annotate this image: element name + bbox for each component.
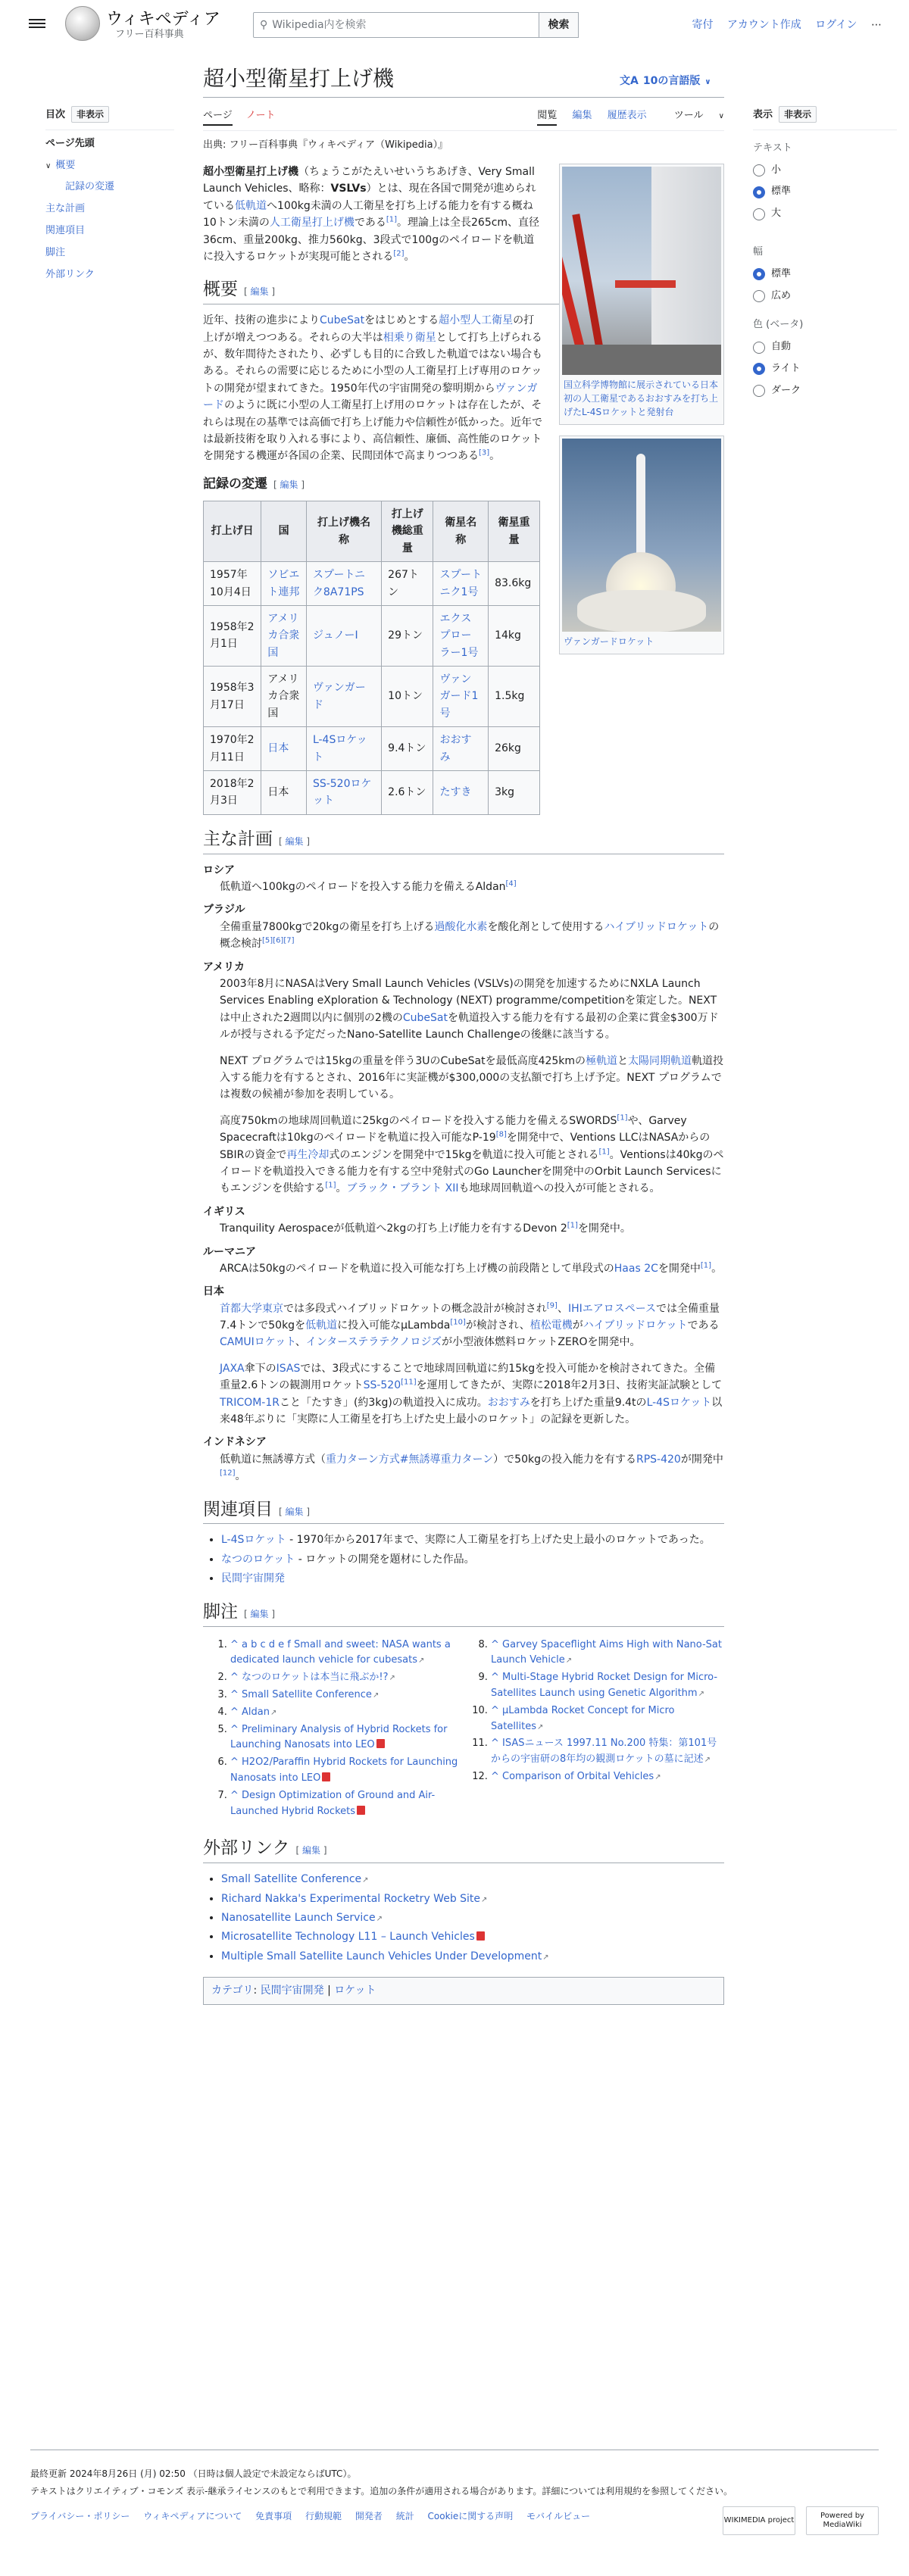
reference-link[interactable]: なつのロケットは本当に飛ぶか!? — [242, 1672, 389, 1684]
appearance-title: 表示 — [753, 109, 773, 120]
l4s-rocket-image[interactable] — [562, 167, 721, 375]
toc-item-top[interactable]: ページ先頭 — [45, 137, 95, 149]
references-col-1 — [203, 1638, 464, 1822]
link-tmu[interactable]: 首都大学東京 — [220, 1302, 283, 1315]
pdf-icon — [376, 1739, 385, 1748]
ref-10[interactable]: [10] — [450, 1318, 466, 1327]
external-link-icon: ↗ — [389, 1674, 395, 1683]
radio-text-large[interactable]: 大 — [753, 206, 897, 222]
footer-link[interactable]: 行動規範 — [305, 2511, 342, 2522]
chevron-down-icon: ∨ — [718, 112, 724, 120]
table-link[interactable]: エクスプローラー1号 — [433, 605, 489, 666]
link-interstellar[interactable]: インターステラテクノロジズ — [305, 1336, 442, 1349]
list-item — [221, 1570, 724, 1587]
ref-9[interactable]: [9] — [546, 1301, 558, 1310]
link-polar-orbit[interactable]: 極軌道 — [586, 1054, 618, 1067]
backlink[interactable]: ^ — [230, 1756, 242, 1769]
backlink[interactable]: ^ — [230, 1688, 242, 1700]
chevron-down-icon: ∨ — [704, 78, 711, 86]
article-content — [203, 164, 724, 2005]
toc-item-notes[interactable]: 脚注 — [45, 246, 66, 258]
toc-item-external[interactable]: 外部リンク — [45, 268, 95, 280]
appearance-hide-button[interactable]: 非表示 — [779, 106, 817, 123]
chevron-down-icon[interactable]: ∨ — [45, 161, 52, 170]
table-link[interactable]: たすき — [433, 771, 489, 815]
external-link-icon: ↗ — [537, 1722, 544, 1731]
language-label: 10の言語版 — [642, 75, 701, 87]
external-link-icon: ↗ — [270, 1708, 277, 1717]
toc-item-related[interactable]: 関連項目 — [45, 224, 86, 236]
country-usa: アメリカ — [203, 960, 245, 973]
ref-1[interactable]: [1] — [617, 1113, 628, 1123]
plans-list: ロシア 低軌道へ100kgのペイロードを投入する能力を備えるAldan[4] ブラジル 全備重量7800kgで20kgの衛星を打ち上げる過酸化水素を酸化剤として使用するハイブリッドロケットの概念検討[5][6][7] アメリカ 2003年8月にNASAはVery Small Launch Vehicles (VSLVs)の開発を加速するためにNXLA Launch Services Enabling eXploration & Technology (NEXT) programme/competitionを策定した。NEXTは中止された2週間以内に個別の2機のCubeSatを軌道投入する能力を有する最初の企業に賞金$300万ドルが授与される予定だったNano-Satellite Launch Challengeの後継に該当する。 NEXT プログラムでは15kgの重量を伴う3UのCubeSatを最低高度425kmの極軌道と太陽同期軌道軌道投入する能力を有するとされ、2016年に実証機が$300,000の支払額で打ち上げ予定。NEXT プログラムでは複数の候補が参加を表明している。 高度750kmの地球周回軌道に25kgのペイロードを投入する能力を備えるSWORDS[1]や、Garvey Spacecraftは10kgのペイロードを軌道に投入可能なP-19[8]を開発中で、Ventions LLCはNASAからのSBIRの資金で再生冷却式のエンジンを開発中で15kgを軌道に投入可能とされる[1]。Ventionsは40kgのペイロードを軌道投入できる能力を有する空中発射式のGo Launcherを開発中のOrbit Launch Servicesにもエンジンを供給する[1]。ブラック・ブラント XIIも地球周回軌道への投入が可能とされる。 イギリス Tranquility Aerospaceが低軌道へ2kgの打ち上げ能力を有するDevon 2[1]を開発中。 ルーマニア ARCAは50kgのペイロードを軌道に投入可能な打ち上げ機の前段階として単段式のHaas 2Cを開発中[1]。 日本 首都大学東京では多段式ハイブリッドロケットの概念設計が検討され[9]、IHIエアロスペースでは全備重量7.4トンで50kgを低軌道に投入可能なμLambda[10]が検討され、植松電機がハイブリッドロケットであるCAMUIロケット、インターステラテクノロジズが小型液体燃料ロケットZEROを開発中。 JAXA傘下のISASでは、3段式にすることで地球周回軌道に約15kgを投入可能かを検討されてきた。全備重量2.6トンの観測用ロケットSS-520[11]を運用してきたが、実際に2018年2月3日、技術実証試験としてTRICOM-1Rこと「たすき」(約3kg)の軌道投入に成功。おおすみを打ち上げた重量9.4tのL-4Sロケット以来48年ぶりに「実際に人工衛星を打ち上げた史上最小のロケット」の記録を更新した。 インドネシア 低軌道に無誘導方式（重力ターン方式#無誘導重力ターン）で50kgの投入能力を有するRPS-420が開発中[12]。 — [203, 862, 724, 1485]
table-link[interactable]: ジュノーI — [306, 605, 381, 666]
reference-item — [230, 1638, 464, 1669]
backlink[interactable]: ^ — [491, 1738, 503, 1750]
reference-link[interactable]: Aldan — [242, 1706, 270, 1718]
external-link-icon: ↗ — [565, 1656, 573, 1666]
reference-item — [230, 1688, 464, 1703]
th-satellite: 衛星名称 — [433, 501, 489, 561]
country-romania: ルーマニア — [203, 1245, 256, 1258]
ref-1[interactable]: [1] — [386, 215, 397, 224]
list-item — [221, 1928, 724, 1945]
reference-item — [230, 1722, 464, 1754]
category-item[interactable]: 民間宇宙開発 — [260, 1984, 324, 1997]
backlink[interactable]: ^ — [230, 1672, 242, 1684]
external-link[interactable]: Microsatellite Technology L11 – Launch Vehicles — [221, 1931, 475, 1944]
footer-link[interactable]: ウィキペディアについて — [143, 2511, 242, 2522]
link-tricom[interactable]: TRICOM-1R — [220, 1396, 280, 1409]
heading-external: 外部リンク [ 編集 ] — [203, 1838, 724, 1863]
link-black-brant[interactable]: ブラック・ブラント XII — [346, 1182, 459, 1195]
external-link[interactable]: Richard Nakka's Experimental Rocketry Web Site — [221, 1892, 481, 1905]
edit-link[interactable]: 編集 — [250, 1608, 269, 1619]
external-link-icon: ↗ — [698, 1689, 704, 1698]
toc-header — [45, 106, 174, 130]
external-link-icon: ↗ — [654, 1772, 661, 1781]
radio-color-dark[interactable]: ダーク — [753, 383, 897, 399]
login-link[interactable]: ログイン — [815, 19, 857, 31]
references — [203, 1635, 724, 1825]
link-hybrid-rocket[interactable]: ハイブリッドロケット — [583, 1319, 688, 1332]
external-link-icon: ↗ — [417, 1656, 425, 1666]
ref-1[interactable]: [1] — [700, 1261, 712, 1270]
backlink[interactable]: ^ — [230, 1706, 242, 1718]
link-smallsat[interactable]: 超小型人工衛星 — [439, 314, 514, 327]
overview-paragraph: 近年、技術の進歩によりCubeSatをはじめとする超小型人工衛星の打上げが増えつつある。それらの大半は相乗り衛星として打ち上げられるが、数年間待たされたり、必ずしも目的に合致した軌道ではない場合もある。それらの需要に応じるために小型の人工衛星打上げ専用のロケットの開発が望まれてきた。1950年代の宇宙開発の黎明期からヴァンガードのように既に小型の人工衛星打上げ用のロケットは存在したが、それらは現在の基準では高価で打ち上げ能力や信頼性が低かった。近年では最新技術を取り入れる事により、高信頼性、廉価、高性能のロケットを開発する機運が各国の企業、民間団体で高まりつつある[3]。 — [203, 314, 542, 463]
th-vehicle: 打上げ機名称 — [306, 501, 381, 561]
tab-read[interactable]: 閲覧 — [537, 110, 557, 126]
country-russia: ロシア — [203, 863, 235, 876]
reference-item — [491, 1703, 724, 1735]
link-rideshare[interactable]: 相乗り衛星 — [383, 331, 436, 344]
reference-link[interactable]: H2O2/Paraffin Hybrid Rockets for Launching Nanosats into LEO — [230, 1756, 458, 1784]
table-link[interactable]: アメリカ合衆国 — [261, 605, 307, 666]
heading-overview: 概要 [ 編集 ] — [203, 279, 724, 304]
search-icon: ⚲ — [260, 18, 268, 31]
reference-item — [230, 1755, 464, 1787]
ref-1[interactable]: [1] — [567, 1221, 578, 1230]
radio-text-small[interactable]: 小 — [753, 163, 897, 179]
tab-tools-label: ツール — [673, 110, 704, 121]
country-japan: 日本 — [203, 1285, 224, 1298]
reference-link[interactable]: Small and sweet: NASA wants a dedicated launch vehicle for cubesats — [230, 1638, 451, 1666]
reference-item — [230, 1670, 464, 1686]
link-launch-vehicle[interactable]: 人工衛星打上げ機 — [269, 217, 355, 229]
external-link-icon: ↗ — [372, 1691, 380, 1700]
country-uk: イギリス — [203, 1205, 245, 1218]
related-link[interactable]: L-4Sロケット — [221, 1534, 286, 1547]
heading-related: 関連項目 [ 編集 ] — [203, 1499, 724, 1525]
radio-text-standard[interactable]: 標準 — [753, 184, 897, 200]
edit-link[interactable]: 編集 — [285, 835, 304, 847]
link-haas[interactable]: Haas 2C — [614, 1262, 658, 1275]
width-label: 幅 — [753, 245, 764, 258]
edit-link[interactable]: 編集 — [280, 479, 298, 490]
ref-8[interactable]: [8] — [495, 1130, 507, 1139]
text-size-label: テキスト — [753, 142, 792, 154]
reference-item — [230, 1788, 464, 1820]
tab-history[interactable]: 履歴表示 — [607, 110, 647, 121]
edit-link[interactable]: 編集 — [285, 1506, 304, 1517]
wikipedia-globe-logo[interactable] — [65, 6, 100, 41]
heading-notes: 脚注 [ 編集 ] — [203, 1601, 724, 1627]
category-item[interactable]: ロケット — [334, 1984, 376, 1997]
external-link[interactable]: Small Satellite Conference — [221, 1873, 362, 1886]
ref-12[interactable]: [12] — [220, 1469, 236, 1478]
link-cubesat[interactable]: CubeSat — [402, 1011, 448, 1024]
search-input[interactable] — [253, 12, 539, 38]
table-row: 1957年10月4日 ソビエト連邦 スプートニク8A71PS 267トン スプートニク1号 83.6kg — [204, 562, 540, 606]
ref-11[interactable]: [11] — [401, 1378, 417, 1387]
related-link[interactable]: なつのロケット — [221, 1553, 295, 1566]
reference-link[interactable]: μLambda Rocket Concept for Micro Satellites — [491, 1704, 675, 1732]
link-jaxa[interactable]: JAXA — [220, 1362, 245, 1375]
related-list — [203, 1532, 724, 1587]
radio-width-standard[interactable]: 標準 — [753, 267, 897, 283]
edit-link[interactable]: 編集 — [302, 1845, 321, 1856]
external-link-icon: ↗ — [704, 1756, 711, 1765]
page-title: 超小型衛星打上げ機 — [203, 66, 395, 91]
toc-item-overview[interactable] — [45, 158, 174, 174]
link-gravity-turn[interactable]: 重力ターン方式#無誘導重力ターン — [326, 1453, 494, 1466]
main-menu-button[interactable] — [29, 17, 45, 30]
table-link[interactable]: ヴァンガード1号 — [433, 667, 489, 727]
country-brazil: ブラジル — [203, 904, 245, 916]
footer-link[interactable]: モバイルビュー — [526, 2511, 591, 2522]
external-link-icon: ↗ — [362, 1876, 369, 1885]
th-country: 国 — [261, 501, 307, 561]
page-source-line: 出典: フリー百科事典『ウィキペディア（Wikipedia）』 — [203, 139, 448, 151]
reference-item — [491, 1670, 724, 1702]
backlink[interactable]: ^ — [491, 1704, 503, 1716]
th-vehicle-mass: 打上げ機総重量 — [382, 501, 433, 561]
appearance-panel — [753, 106, 897, 405]
toc-item-records[interactable]: 記録の変遷 — [65, 181, 115, 193]
tab-page[interactable]: ページ — [203, 110, 233, 126]
backlink[interactable]: ^ — [491, 1638, 503, 1650]
search-button[interactable]: 検索 — [539, 12, 579, 38]
link-ohsumi[interactable]: おおすみ — [487, 1396, 530, 1409]
references-col-2 — [464, 1638, 724, 1822]
footer-link[interactable]: プライバシー・ポリシー — [30, 2511, 130, 2522]
external-link[interactable]: Nanosatellite Launch Service — [221, 1911, 376, 1924]
pdf-icon — [476, 1931, 485, 1941]
reference-link[interactable]: Garvey Spaceflight Aims High with Nano-Sat Launch Vehicle — [491, 1638, 722, 1666]
external-links-list — [203, 1871, 724, 1965]
backlink[interactable]: ^ — [230, 1723, 242, 1735]
table-row: 1970年2月11日 日本 L-4Sロケット 9.4トン おおすみ 26kg — [204, 727, 540, 771]
toc-item-label: 概要 — [55, 159, 76, 171]
external-link-icon: ↗ — [481, 1895, 488, 1904]
link-uematsu[interactable]: 植松電機 — [529, 1319, 573, 1332]
link-l4s[interactable]: L-4Sロケット — [646, 1396, 712, 1409]
footer-link[interactable]: 免責事項 — [255, 2511, 292, 2522]
last-edit: 最終更新 2024年8月26日 (月) 02:50 （日時は個人設定で未設定ならばUTC）。 — [30, 2468, 357, 2479]
more-options-icon[interactable]: ⋯ — [871, 19, 882, 31]
pdf-icon — [357, 1806, 365, 1815]
reference-item — [491, 1638, 724, 1669]
backlink[interactable]: ^ — [491, 1770, 503, 1782]
th-date: 打上げ日 — [204, 501, 261, 561]
reference-item — [491, 1736, 724, 1768]
backlink[interactable]: ^ — [230, 1789, 242, 1801]
th-satellite-mass: 衛星重量 — [489, 501, 540, 561]
table-row: 2018年2月3日 日本 SS-520ロケット 2.6トン たすき 3kg — [204, 771, 540, 815]
list-item — [221, 1909, 724, 1926]
link-hybrid-rocket[interactable]: ハイブリッドロケット — [604, 920, 709, 933]
table-link[interactable]: 日本 — [261, 727, 307, 771]
wikimedia-badge[interactable]: WIKIMEDIA project — [723, 2506, 795, 2535]
footer-link[interactable]: 開発者 — [355, 2511, 383, 2522]
license-text: テキストはクリエイティブ・コモンズ 表示-継承ライセンスのもとで利用できます。追加の条件が適用される場合があります。詳細については利用規約を参照してください。 — [30, 2486, 733, 2497]
donate-link[interactable]: 寄付 — [692, 19, 714, 31]
link-isas[interactable]: ISAS — [276, 1362, 301, 1375]
radio-width-wide[interactable]: 広め — [753, 289, 897, 304]
reference-link[interactable]: Small Satellite Conference — [242, 1688, 372, 1700]
vanguard-rocket-image[interactable] — [562, 439, 721, 632]
toc-title: 目次 — [45, 109, 66, 120]
tab-note[interactable]: ノート — [245, 110, 276, 121]
thumbnail-column — [559, 164, 724, 665]
color-label: 色 (ベータ) — [753, 319, 804, 331]
link-cubesat[interactable]: CubeSat — [320, 314, 365, 327]
table-link[interactable]: ヴァンガード — [306, 667, 381, 727]
ref-1[interactable]: [1] — [325, 1181, 336, 1190]
table-of-contents — [45, 106, 174, 289]
table-link[interactable]: ソビエト連邦 — [261, 562, 307, 606]
list-item: • L-4Sロケット - 1970年から2017年まで、実際に人工衛星を打ち上げた史上最小のロケットであった。 — [221, 1532, 724, 1548]
ref-3[interactable]: [3] — [479, 448, 490, 457]
table-link[interactable]: SS-520ロケット — [306, 771, 381, 815]
table-link[interactable]: スプートニク1号 — [433, 562, 489, 606]
table-link[interactable]: スプートニク8A71PS — [306, 562, 381, 606]
link-camui[interactable]: CAMUIロケット — [220, 1336, 295, 1349]
intro-paragraph: 超小型衛星打上げ機（ちょうこがたえいせいうちあげき、Very Small Launch Vehicles、略称：VSLVs）とは、現在各国で開発が進められている低軌道へ100kg未満の人工衛星を打ち上げる能力を有する概ね10トン未満の人工衛星打上げ機である[1]。理論上は全長265cm、直径36cm、重量200kg、推力560kg、3段式で100gのペイロードを軌道に投入するロケットが実現可能とされる[2]。 — [203, 166, 540, 263]
language-button[interactable] — [620, 73, 711, 89]
reference-link[interactable]: Design Optimization of Ground and Air-Launched Hybrid Rockets — [230, 1789, 436, 1817]
related-link[interactable]: 民間宇宙開発 — [221, 1572, 285, 1585]
search-placeholder: Wikipedia内を検索 — [272, 18, 367, 31]
link-ss520[interactable]: SS-520 — [363, 1379, 401, 1392]
tab-edit[interactable]: 編集 — [572, 110, 592, 121]
reference-link[interactable]: Preliminary Analysis of Hybrid Rockets for Launching Nanosats into LEO — [230, 1723, 448, 1751]
table-row: 1958年3月17日 アメリカ合衆国 ヴァンガード 10トン ヴァンガード1号 1.5kg — [204, 667, 540, 727]
table-row: 1958年2月1日 アメリカ合衆国 ジュノーI 29トン エクスプローラー1号 14kg — [204, 605, 540, 666]
external-link-icon: ↗ — [542, 1953, 549, 1962]
footer-link[interactable]: 統計 — [395, 2511, 414, 2522]
link-sso[interactable]: 太陽同期軌道 — [628, 1054, 692, 1067]
search-form — [253, 12, 579, 38]
link-leo[interactable]: 低軌道 — [235, 199, 267, 212]
user-links — [681, 17, 882, 33]
ref-4[interactable]: [4] — [505, 879, 517, 888]
site-subtitle: フリー百科事典 — [115, 29, 184, 40]
external-link-icon: ↗ — [376, 1914, 383, 1923]
ref-1[interactable]: [1] — [598, 1147, 610, 1156]
thumb-caption[interactable]: ヴァンガードロケット — [564, 636, 654, 647]
footer-link[interactable]: Cookieに関する声明 — [427, 2511, 514, 2522]
list-item — [221, 1891, 724, 1907]
table-header-row — [204, 501, 540, 561]
table-link[interactable]: おおすみ — [433, 727, 489, 771]
site-header — [0, 0, 909, 53]
link-ihi[interactable]: IHIエアロスペース — [567, 1302, 657, 1315]
list-item — [221, 1948, 724, 1965]
backlink[interactable]: ^ — [491, 1672, 503, 1684]
radio-color-light[interactable]: ライト — [753, 361, 897, 377]
create-account-link[interactable]: アカウント作成 — [726, 19, 801, 31]
heading-records: 記録の変遷 [ 編集 ] — [203, 476, 305, 492]
heading-plans: 主な計画 [ 編集 ] — [203, 829, 724, 854]
link-vanguard[interactable]: ヴァンガード — [203, 382, 538, 412]
category-box: カテゴリ: 民間宇宙開発 | ロケット — [203, 1977, 724, 2004]
thumb-caption[interactable]: 国立科学博物館に展示されている日本初の人工衛星であるおおすみを打ち上げたL-4Sロケットと発射台 — [564, 379, 719, 417]
thumb-vanguard — [559, 436, 724, 654]
reference-link[interactable]: ISASニュース 1997.11 No.200 特集：第101号からの宇宙研の8年均の観測ロケットの墓に記述 — [491, 1738, 717, 1766]
page-tabs — [203, 108, 724, 130]
pdf-icon — [322, 1772, 330, 1781]
country-indonesia: インドネシア — [203, 1436, 267, 1449]
records-table — [203, 501, 540, 815]
external-link[interactable]: Multiple Small Satellite Launch Vehicles Under Development — [221, 1950, 542, 1962]
ref-5-7[interactable]: [5][6][7] — [262, 936, 295, 945]
link-h2o2[interactable]: 過酸化水素 — [434, 920, 488, 933]
reference-link[interactable]: Comparison of Orbital Vehicles — [502, 1770, 654, 1782]
category-label[interactable]: カテゴリ — [211, 1984, 254, 1997]
link-regen-cooling[interactable]: 再生冷却 — [286, 1148, 330, 1161]
list-item: • なつのロケット - ロケットの開発を題材にした作品。 — [221, 1551, 724, 1568]
reference-link[interactable]: Multi-Stage Hybrid Rocket Design for Micro-Satellites Launch using Genetic Algorithm — [491, 1672, 718, 1699]
mediawiki-badge[interactable]: Powered by MediaWiki — [806, 2506, 879, 2535]
backlink[interactable]: ^ a b c d e f — [230, 1638, 295, 1650]
list-item — [221, 1871, 724, 1888]
table-link[interactable]: L-4Sロケット — [306, 727, 381, 771]
page-footer — [30, 2450, 879, 2528]
link-rps420[interactable]: RPS-420 — [636, 1453, 681, 1466]
radio-color-auto[interactable]: 自動 — [753, 339, 897, 355]
link-leo[interactable]: 低軌道 — [305, 1319, 338, 1332]
site-title[interactable]: ウィキペディア — [106, 10, 220, 29]
translate-icon: 文A — [620, 75, 639, 87]
reference-item — [230, 1705, 464, 1721]
edit-link[interactable]: 編集 — [250, 286, 269, 298]
ref-2[interactable]: [2] — [393, 249, 405, 258]
reference-item — [491, 1769, 724, 1785]
toc-item-plans[interactable]: 主な計画 — [45, 203, 86, 215]
tab-tools[interactable] — [662, 110, 724, 121]
thumb-l4s — [559, 164, 724, 425]
toc-hide-button[interactable]: 非表示 — [71, 106, 109, 123]
